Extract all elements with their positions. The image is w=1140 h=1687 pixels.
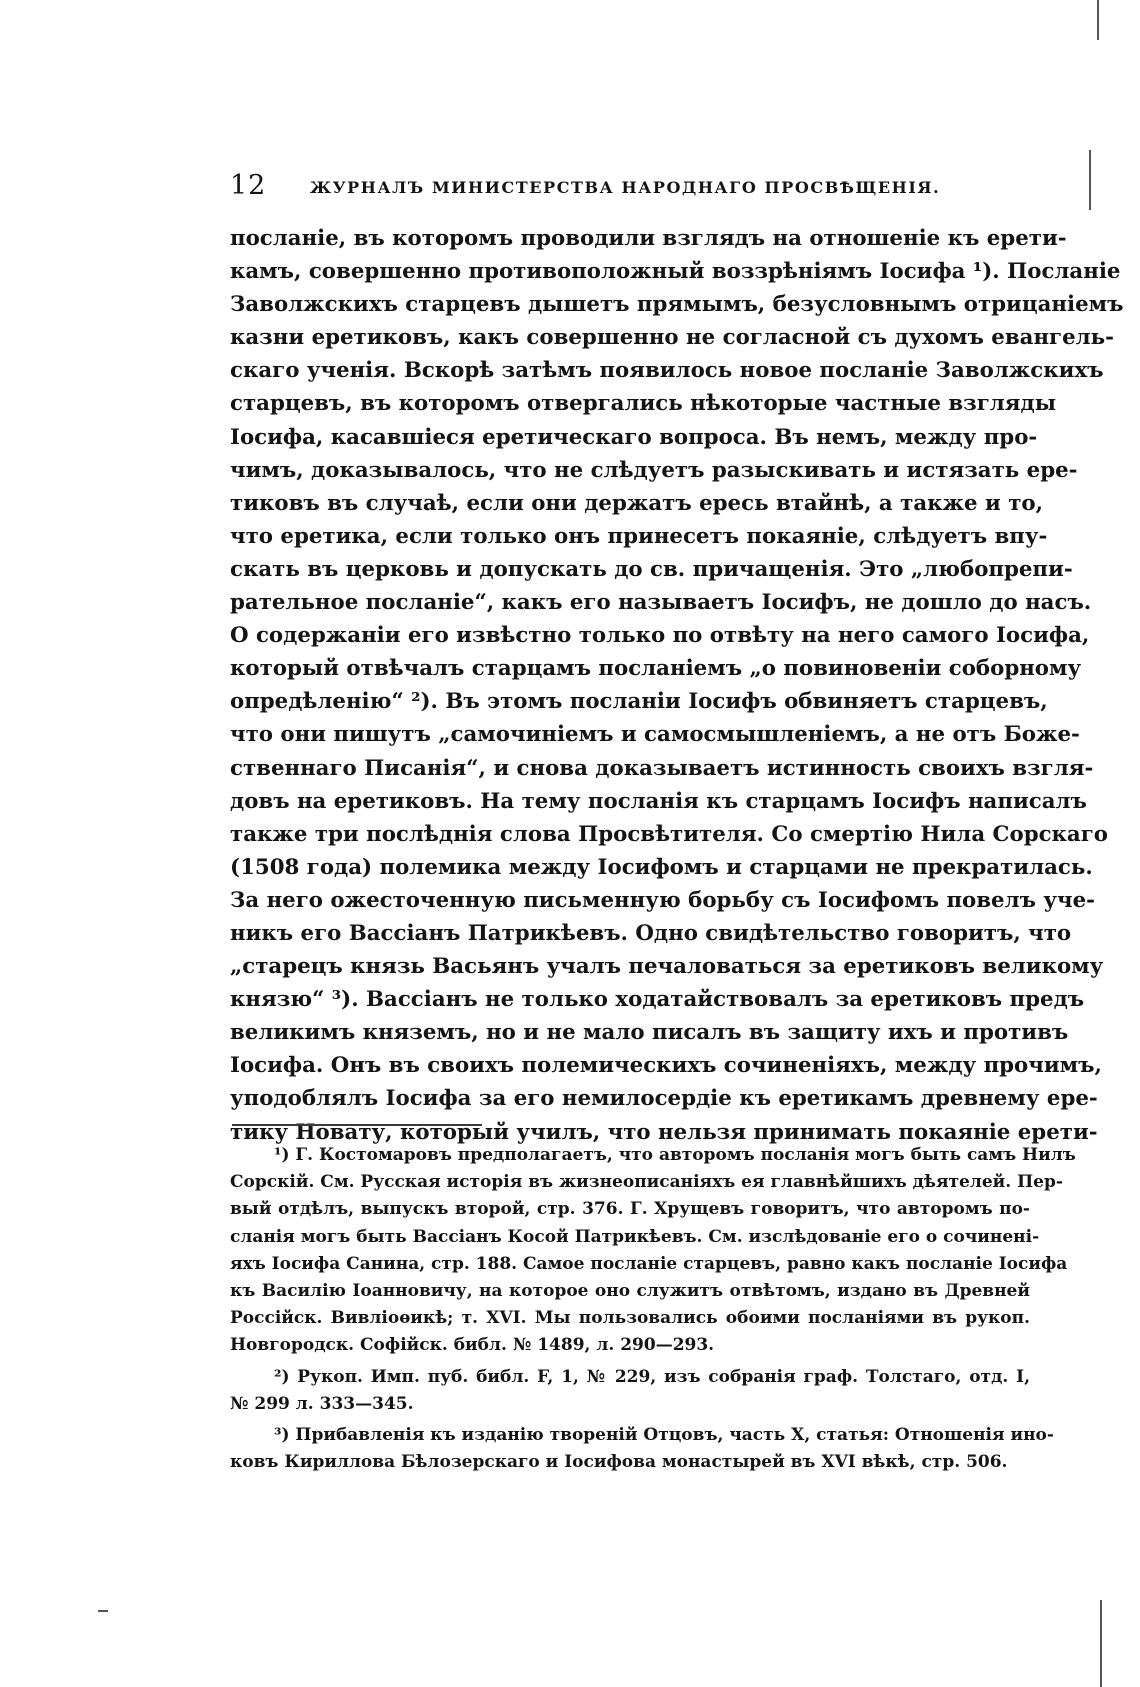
text-line: Іосифа, касавшіеся еретическаго вопроса. Въ немъ, между про- [230,424,1038,450]
margin-mark [98,1610,108,1612]
text-line: О содержаніи его извѣстно только по отвѣту на него самого Іосифа, [230,623,1090,649]
text-line: тиковъ въ случаѣ, если они держатъ ересь втайнѣ, а также и то, [230,490,1044,516]
footnote-2-line: ²) Рукоп. Имп. пуб. библ. F, 1, № 229, изъ собранія граф. Толстаго, отд. I, [274,1366,1030,1387]
margin-mark [1089,150,1091,210]
footnote-1-line: Сорскій. См. Русская исторія въ жизнеописаніяхъ ея главнѣйшихъ дѣятелей. Пер- [230,1172,1063,1193]
text-line: рательное посланіе“, какъ его называетъ Іосифъ, не дошло до насъ. [230,590,1092,616]
text-line: Іосифа. Онъ въ своихъ полемическихъ сочиненіяхъ, между прочимъ, [230,1053,1102,1079]
text-line: довъ на еретиковъ. На тему посланія къ старцамъ Іосифъ написалъ [230,788,1087,814]
text-line: также три послѣднія слова Просвѣтителя. Со смертію Нила Сорскаго [230,821,1108,847]
footnote-1-line: къ Василію Іоанновичу, на которое оно служитъ отвѣтомъ, издано въ Древней [230,1280,1030,1301]
text-line: никъ его Вассіанъ Патрикѣевъ. Одно свидѣтельство говоритъ, что [230,920,1072,946]
footnote-1-line: яхъ Іосифа Санина, стр. 188. Самое посланіе старцевъ, равно какъ посланіе Іосифа [230,1253,1068,1274]
footnote-1-line: ¹) Г. Костомаровъ предполагаетъ, что авторомъ посланія могъ быть самъ Нилъ [274,1145,1076,1165]
footnotes [230,1142,1076,1476]
text-line: старцевъ, въ которомъ отвергались нѣкоторые частные взгляды [230,391,1057,417]
text-line: уподоблялъ Іосифа за его немилосердіе къ еретикамъ древнему ере- [230,1086,1098,1112]
text-line: „старецъ князь Васьянъ учалъ печаловаться за еретиковъ великому [230,954,1104,980]
footnote-2-line: № 299 л. 333—345. [230,1393,414,1414]
text-line: князю“ ³). Вассіанъ не только ходатайствовалъ за еретиковъ предъ [230,987,1085,1013]
footnote-3-line: ковъ Кириллова Бѣлозерскаго и Іосифова монастырей въ XVI вѣкѣ, стр. 506. [230,1452,1008,1473]
footnote-1-line: вый отдѣлъ, выпускъ второй, стр. 376. Г. Хрущевъ говоритъ, что авторомъ по- [230,1199,1030,1220]
text-line: чимъ, доказывалось, что не слѣдуетъ разыскивать и истязать ере- [230,457,1078,483]
text-line: казни еретиковъ, какъ совершенно не согласной съ духомъ евангель- [230,325,1114,351]
text-line: тику Новату, который училъ, что нельзя принимать покаяніе ерети- [230,1119,1098,1145]
margin-mark [1100,1600,1102,1687]
main-text [230,222,1124,1149]
text-line: скаго ученія. Вскорѣ затѣмъ появилось новое посланіе Заволжскихъ [230,358,1104,384]
margin-mark [1097,0,1099,40]
text-line: посланіе, въ которомъ проводили взглядъ на отношеніе къ ерети- [230,226,1067,251]
text-line: опредѣленію“ ²). Въ этомъ посланіи Іосифъ обвиняетъ старцевъ, [230,689,1048,715]
footnote-1-line: Новгородск. Софійск. библ. № 1489, л. 290—293. [230,1335,715,1356]
text-line: ственнаго Писанія“, и снова доказываетъ истинность своихъ взгля- [230,755,1094,781]
footnote-1-line: сланія могъ быть Вассіанъ Косой Патрикѣевъ. См. изслѣдованіе его о сочинені- [230,1226,1040,1247]
text-line: скать въ церковь и допускать до св. причащенія. Это „любопрепи- [230,556,1073,582]
text-line: Заволжскихъ старцевъ дышетъ прямымъ, безусловнымъ отрицаніемъ [230,292,1124,318]
text-line: великимъ княземъ, но и не мало писалъ въ защиту ихъ и противъ [230,1020,1069,1046]
page-header [230,170,1030,210]
footnote-rule [232,1124,482,1126]
text-line: что еретика, если только онъ принесетъ покаяніе, слѣдуетъ впу- [230,523,1048,549]
footnote-1-line: Россійск. Вивліоѳикѣ; т. XVI. Мы пользовались обоими посланіями въ рукоп. [230,1308,1030,1329]
text-line: За него ожесточенную письменную борьбу съ Іосифомъ повелъ уче- [230,887,1095,913]
text-line: что они пишутъ „самочиніемъ и самосмышленіемъ, а не отъ Боже- [230,722,1080,748]
text-line: камъ, совершенно противоположный воззрѣніямъ Іосифа ¹). Посланіе [230,259,1121,285]
text-line: (1508 года) полемика между Іосифомъ и старцами не прекратилась. [230,854,1093,880]
footnote-3-line: ³) Прибавленія къ изданію твореній Отцовъ, часть X, статья: Отношенія ино- [274,1424,1054,1445]
text-line: который отвѣчалъ старцамъ посланіемъ „о повиновеніи соборному [230,656,1082,682]
page-number: 12 [230,170,267,201]
running-title: ЖУРНАЛЪ МИНИСТЕРСТВА НАРОДНАГО ПРОСВѢЩЕНІЯ. [310,178,941,197]
